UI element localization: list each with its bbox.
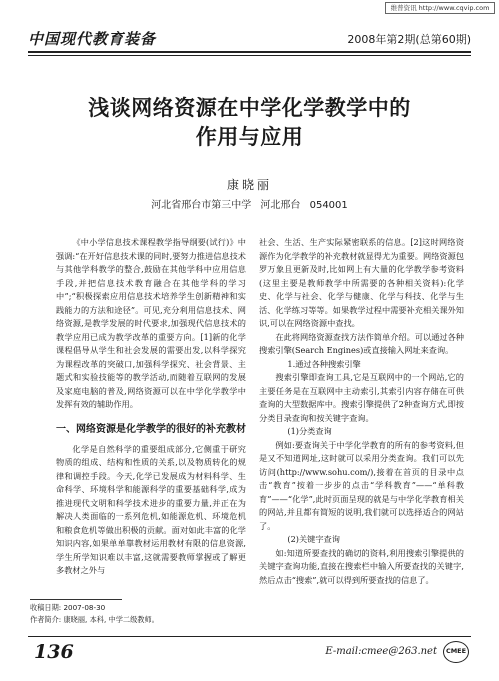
article-title-line1: 浅谈网络资源在中学化学教学中的 bbox=[88, 96, 411, 120]
body-paragraph: 社会、生活、生产实际紧密联系的信息。[2]这时网络资源作为化学教学的补充教材就显得尤为重要。网络资源包罗万象且更新及时,比如网上有大量的化学教学参考资料(这里主要是教师教学中所需要的各种相关资料):化学史、化学与社会、化学与健康、化学与科技、化学与生活、化学练习等等。如果教学过程中需要补充相关课外知识,可以在网络资源中查找。 bbox=[259, 237, 464, 328]
footnote-rule bbox=[30, 599, 122, 600]
footer-rule bbox=[28, 636, 471, 637]
section-heading: 一、网络资源是化学教学的很好的补充教材 bbox=[56, 423, 246, 435]
footer-email: E-mail:cmee@263.net bbox=[325, 646, 437, 657]
header-rule-thick bbox=[28, 51, 471, 53]
header-rule-thin bbox=[28, 55, 471, 56]
publisher-logo-icon: CMEE bbox=[443, 641, 469, 663]
body-paragraph: 《中小学信息技术课程教学指导纲要(试行)》中强调:“在开好信息技术课的同时,要努力推进信息技术与其他学科教学的整合,鼓励在其他学科中应用信息手段,并把信息技术教育融合在其他学科的学习中”;“积极探索应用信息技术培养学生创新精神和实践能力的方法和途径”。可见,充分利用信息技术、网络资源,是教学发展的时代要求,加强现代信息技术的教学应用已成为教学改革的重要方向。[1]新的化学课程倡导从学生和社会发展的需要出发,以科学探究为课程改革的突破口,加强科学探究、社会背景、主题式和实验技能等的教学活动,而随着互联网的发展及家庭电脑的普及,网络资源可以在中学化学教学中发挥有效的辅助作用。 bbox=[56, 237, 246, 409]
body-paragraph: 如:知道所要查找的确切的资料,利用搜索引擎提供的关键字查询功能,直接在搜索栏中输入所要查找的关键字,然后点击“搜索”,就可以得到所要查找的信息了。 bbox=[259, 547, 464, 585]
body-paragraph: 在此将网络资源查找方法作简单介绍。可以通过各种搜索引擎(Search Engines)或直接输入网址来查询。 bbox=[259, 331, 464, 355]
subsection-heading: (1)分类查询 bbox=[287, 426, 332, 436]
body-paragraph: 搜索引擎即查询工具,它是互联网中的一个网站,它的主要任务是在互联网中主动索引,其索引内容存储在可供查询的大型数据库中。搜索引擎提供了2种查询方式,即按分类目录查询和按关键字查询。 bbox=[259, 372, 464, 423]
issue-info: 2008年第2期(总第60期) bbox=[347, 33, 471, 46]
left-column bbox=[56, 236, 246, 578]
watermark: 维普资讯 http://www.cqvip.com bbox=[385, 2, 495, 14]
author-affiliation: 河北省邢台市第三中学 河北邢台 054001 bbox=[151, 200, 348, 211]
subsection-heading: 1.通过各种搜索引擎 bbox=[287, 358, 361, 369]
author-bio: 作者简介: 康晓丽, 本科, 中学二级教师。 bbox=[30, 615, 159, 624]
right-column bbox=[259, 236, 464, 587]
article-title-line2: 作用与应用 bbox=[195, 125, 304, 149]
journal-name: 中国现代教育装备 bbox=[28, 30, 157, 48]
running-header bbox=[28, 28, 471, 48]
received-date: 收稿日期: 2007-08-30 bbox=[30, 603, 106, 612]
subsection-heading: (2)关键字查询 bbox=[287, 534, 340, 544]
body-paragraph: 化学是自然科学的重要组成部分,它侧重于研究物质的组成、结构和性质的关系,以及物质转化的规律和调控手段。今天,化学已发展成为材料科学、生命科学、环境科学和能源科学的重要基础科学,成为推进现代文明和科学技术进步的重要力量,并正在为解决人类面临的一系列危机,如能源危机、环境危机和粮食危机等做出积极的贡献。面对如此丰富的化学知识内容,如果单单靠教材运用教材有限的信息资源,学生所学知识难以丰富,这就需要教师掌握或了解更多教材之外与 bbox=[56, 443, 246, 575]
body-paragraph: 例如:要查询关于中学化学教育的所有的参考资料,但是又不知道网址,这时就可以采用分类查询。我们可以先访问(http://www.sohu.com/),接着在首页的目录中点击“教育”按着一步步的点击“学科教育”——“单科教育”——“化学”,此时页面呈现的就是与中学化学教育相关的网站,并且都有简短的说明,我们就可以选择适合的网站了。 bbox=[259, 439, 464, 531]
page-number: 136 bbox=[34, 641, 74, 663]
author-name: 康晓丽 bbox=[226, 178, 272, 192]
